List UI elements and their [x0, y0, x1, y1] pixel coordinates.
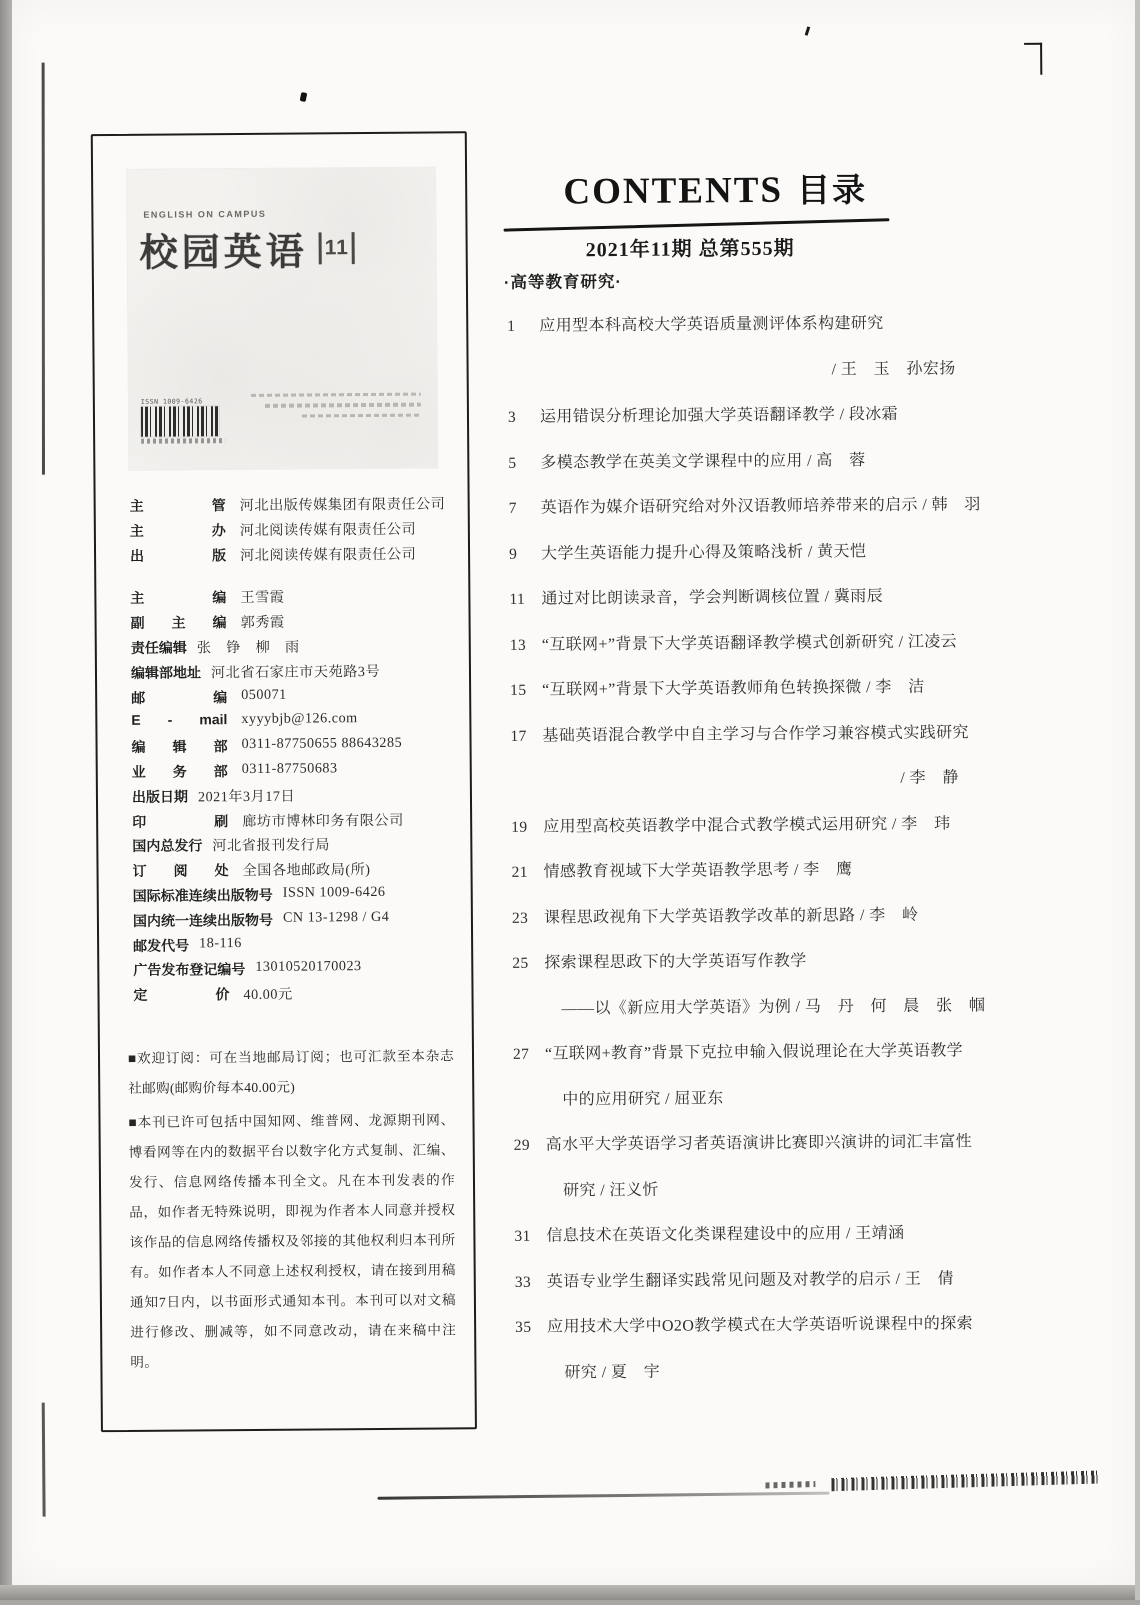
issue-line: 2021年11期 总第555期	[585, 237, 795, 262]
toc-entry-title-line	[501, 309, 981, 358]
section-heading: ·高等教育研究·	[503, 273, 623, 292]
toc-page-number: 25	[512, 954, 529, 972]
info-row	[132, 859, 452, 886]
masthead-info-table	[130, 493, 454, 1009]
toc-entry	[508, 1128, 989, 1223]
toc-entry	[503, 582, 983, 631]
toc-page-number: 1	[507, 317, 516, 335]
toc-entry	[503, 491, 983, 540]
toc-entry-title-line	[507, 1037, 987, 1086]
notice-paragraph: ■本刊已许可包括中国知网、维普网、龙源期刊网、博看网等在内的数据平台以数字化方式复制、汇编、发行、信息网络传播本刊全文。凡在本刊发表的作品，如作者无特殊说明，即视为作者本人同意并授权该作品的信息网络传播权及邻接的其他权利归本刊所有。如作者本人不同意上述权利授权，请在接到用稿通知7日内，以书面形式通知本刊。本刊可以对文稿进行修改、删减等，如不同意改动，请在来稿中注明。	[128, 1112, 457, 1370]
toc-entry-title-line	[509, 1310, 989, 1359]
toc-entry	[501, 309, 982, 404]
info-label: 出版	[130, 546, 227, 564]
toc-entry-title-line	[506, 901, 986, 950]
scan-artifact-streak-bottom	[42, 1403, 45, 1517]
info-value: 张 铮 柳 雨	[196, 639, 300, 657]
toc-entry	[506, 901, 986, 950]
toc-entry-title: 运用错误分析理论加强大学英语翻译教学 / 段冰霜	[539, 405, 899, 426]
badge-bar-left-icon	[319, 232, 322, 264]
info-value: xyyybjb@126.com	[241, 710, 358, 728]
cover-thumbnail	[127, 167, 437, 469]
toc-entry	[509, 1310, 990, 1405]
contents-title-en: CONTENTS	[563, 169, 784, 213]
info-label: 主管	[129, 497, 226, 514]
toc-entry-title: 课程思政视角下大学英语教学改革的新思路 / 李 岭	[543, 906, 919, 927]
info-label: 国内统一连续出版物号	[132, 911, 273, 929]
toc-list	[501, 309, 990, 1405]
scanner-edge-left	[0, 0, 12, 1600]
barcode-number-smudge	[141, 438, 225, 444]
toc-entry-title: 情感教育视域下大学英语教学思考 / 李 鹰	[543, 861, 853, 881]
info-label: 广告发布登记编号	[133, 961, 246, 979]
info-row	[130, 518, 450, 545]
info-value: 18-116	[199, 934, 242, 951]
toc-entry-title: 应用型高校英语教学中混合式教学模式运用研究 / 李 玮	[543, 814, 951, 836]
info-row	[130, 586, 450, 613]
info-row	[133, 883, 453, 910]
toc-entry-title: 应用技术大学中O2O教学模式在大学英语听说课程中的探索	[547, 1315, 974, 1336]
info-row	[132, 809, 452, 836]
toc-entry-authors: / 李 静	[900, 769, 959, 787]
toc-entry-title: 英语作为媒介语研究给对外汉语教师培养带来的启示 / 韩 羽	[540, 496, 981, 517]
toc-entry-title-line	[503, 491, 983, 540]
scan-artifact-dot	[300, 92, 308, 102]
info-row	[131, 660, 451, 687]
info-label: 出版日期	[131, 788, 189, 805]
toc-page-number: 15	[510, 681, 527, 699]
toc-entry-continuation: 中的应用研究 / 屈亚东	[562, 1089, 724, 1109]
toc-page-number: 33	[514, 1273, 532, 1291]
masthead-english: ENGLISH ON CAMPUS	[143, 208, 267, 220]
notices	[128, 1041, 457, 1382]
contents-title-cn: 目录	[796, 173, 868, 210]
toc-entry-title-line	[508, 1128, 988, 1177]
magazine-info-box	[91, 131, 477, 1432]
info-value: 河北阅读传媒有限责任公司	[240, 546, 417, 564]
info-value: 13010520170023	[255, 958, 362, 976]
info-value: 河北省报刊发行局	[212, 837, 330, 855]
toc-entry-continuation: 研究 / 汪义忻	[562, 1181, 659, 1200]
toc-entry-title: 大学生英语能力提升心得及策略浅析 / 黄天恺	[540, 542, 867, 563]
toc-entry-title-line	[506, 946, 986, 995]
toc-entry-title: “互联网+”背景下大学英语教师角色转换探微 / 李 洁	[542, 678, 925, 699]
scan-artifact-smear	[377, 1492, 829, 1500]
toc-page-number: 17	[510, 727, 527, 745]
scan-artifact-noise-text	[765, 1481, 815, 1488]
toc-entry-title-line	[509, 1265, 989, 1314]
info-value: 河北出版传媒集团有限责任公司	[239, 496, 446, 515]
toc-page-number: 23	[511, 909, 529, 927]
info-row	[132, 834, 452, 861]
toc-page-number: 19	[511, 818, 528, 836]
info-value: 0311-87750655 88643285	[241, 734, 403, 753]
info-label: 国内总发行	[132, 837, 203, 855]
toc-entry-title-line	[508, 1219, 988, 1268]
scan-artifact-noise-text	[831, 1471, 1099, 1492]
toc-page-number: 31	[514, 1227, 531, 1245]
toc-page-number: 3	[507, 408, 517, 426]
toc-entry	[505, 855, 985, 904]
info-value: 河北阅读传媒有限责任公司	[239, 521, 417, 539]
toc-entry-title-line	[503, 537, 983, 586]
toc-page-number: 35	[515, 1318, 532, 1336]
toc-entry-title-line	[505, 810, 985, 859]
toc-entry-title-line	[504, 719, 984, 768]
info-row	[133, 983, 453, 1010]
toc-entry	[504, 673, 984, 722]
toc-entry-authors: / 王 玉 孙宏扬	[831, 359, 956, 378]
info-row	[131, 735, 451, 762]
toc-entry	[508, 1219, 988, 1268]
toc-entry	[504, 628, 984, 677]
cover-fineprint-smudge	[251, 392, 421, 425]
info-label: 责任编辑	[130, 639, 187, 656]
toc-entry-title: 信息技术在英语文化类课程建设中的应用 / 王靖涵	[546, 1224, 905, 1245]
info-label: 编辑部地址	[130, 664, 202, 681]
info-row	[131, 710, 451, 737]
toc-entry-title: 通过对比朗读录音，学会判断调核位置 / 冀雨辰	[541, 587, 884, 608]
toc-page-number: 21	[511, 863, 528, 881]
info-value: ISSN 1009-6426	[282, 883, 386, 901]
scan-artifact-tick	[805, 26, 811, 35]
info-value: 郭秀霞	[240, 614, 285, 632]
toc-entry-title-line	[504, 673, 984, 722]
header-rule	[504, 218, 890, 231]
toc-entry	[505, 810, 985, 859]
issue-number: 11	[324, 235, 349, 259]
info-row	[132, 759, 452, 786]
toc-entry	[502, 446, 982, 495]
toc-entry-title: 应用型本科高校大学英语质量测评体系构建研究	[539, 314, 884, 335]
issue-number-badge	[316, 232, 358, 264]
info-label: 副主编	[130, 614, 227, 632]
toc-entry	[502, 400, 982, 449]
toc-entry-title: 高水平大学英语学习者英语演讲比赛即兴演讲的词汇丰富性	[545, 1133, 973, 1154]
info-label: 业务部	[131, 763, 228, 780]
info-label: 印刷	[132, 812, 229, 830]
toc-page-number: 29	[513, 1136, 531, 1154]
toc-entry	[507, 1037, 988, 1132]
toc-entry	[503, 537, 983, 586]
info-label: 国际标准连续出版物号	[132, 886, 273, 904]
badge-bar-right-icon	[352, 232, 355, 264]
toc-page-number: 5	[508, 454, 517, 472]
scanner-edge-bottom	[0, 1585, 1140, 1600]
info-label: 主编	[130, 589, 227, 607]
toc-entry-title: 英语专业学生翻译实践常见问题及对教学的启示 / 王 倩	[546, 1269, 955, 1291]
info-value: 050071	[241, 686, 287, 703]
fineprint-line	[264, 403, 420, 408]
info-value: CN 13-1298 / G4	[282, 908, 390, 926]
info-row	[133, 908, 453, 935]
info-label: 定价	[133, 986, 230, 1004]
barcode	[141, 397, 233, 444]
info-row	[133, 933, 453, 960]
info-value: 廊坊市博林印务有限公司	[242, 812, 404, 830]
info-label: E - mail	[131, 711, 228, 729]
toc-page-number: 27	[512, 1045, 530, 1063]
info-value: 王雪霞	[240, 590, 285, 607]
toc-entry-title: “互联网+”背景下大学英语翻译教学模式创新研究 / 江凌云	[541, 632, 958, 654]
toc-entry-continuation: ——以《新应用大学英语》为例 / 马 丹 何 晨 张 帼	[561, 996, 986, 1018]
toc-entry-title: 探索课程思政下的大学英语写作教学	[544, 952, 807, 972]
toc-entry-title-line	[505, 855, 985, 904]
toc-entry-title: 多模态教学在英美文学课程中的应用 / 高 蓉	[540, 451, 866, 472]
info-row	[130, 493, 450, 520]
info-label: 邮发代号	[133, 936, 190, 954]
info-row	[131, 685, 451, 712]
toc-page-number: 9	[508, 545, 518, 563]
toc-entry-title: “互联网+教育”背景下克拉申输入假说理论在大学英语教学	[544, 1042, 964, 1063]
info-value: 2021年3月17日	[197, 788, 296, 806]
toc-entry-title: 基础英语混合教学中自主学习与合作学习兼容模式实践研究	[542, 723, 969, 745]
toc-entry	[509, 1265, 989, 1314]
info-value: 河北省石家庄市天苑路3号	[210, 663, 381, 682]
toc-page-number: 11	[509, 590, 526, 608]
info-row	[131, 635, 451, 662]
toc-entry-title-line	[502, 446, 982, 495]
toc-entry-title-line	[503, 582, 983, 631]
fineprint-line	[251, 392, 421, 397]
info-label: 编辑部	[131, 738, 228, 756]
info-label: 主办	[129, 521, 226, 539]
toc-entry-title-line	[502, 400, 982, 449]
scanner-edge-right	[1135, 0, 1140, 1600]
fineprint-line	[302, 413, 421, 417]
info-row	[130, 543, 450, 570]
toc-entry-title-line	[504, 628, 984, 677]
info-value: 40.00元	[243, 986, 293, 1004]
barcode-bars-icon	[141, 406, 219, 437]
info-label: 邮编	[131, 688, 228, 706]
info-row	[133, 958, 453, 985]
masthead-title-row	[139, 220, 358, 277]
toc-header-title	[500, 164, 930, 214]
info-value: 0311-87750683	[241, 760, 338, 777]
masthead-chinese: 校园英语	[139, 231, 308, 275]
notice-paragraph: ■欢迎订阅：可在当地邮局订阅；也可汇款至本杂志社邮购(邮购价每本40.00元)	[127, 1048, 455, 1096]
info-row	[132, 784, 452, 811]
scan-artifact-corner-mark	[1024, 43, 1042, 75]
toc-entry	[504, 719, 985, 814]
scan-artifact-streak-top	[42, 63, 45, 475]
info-row	[131, 611, 451, 638]
toc-page-number: 7	[508, 499, 517, 517]
info-label: 订阅处	[132, 862, 229, 880]
barcode-label: ISSN 1009-6426	[140, 397, 203, 406]
toc-page-number: 13	[509, 636, 527, 654]
toc-entry-continuation: 研究 / 夏 宇	[564, 1363, 661, 1382]
toc-entry	[506, 946, 987, 1041]
info-value: 全国各地邮政局(所)	[242, 862, 371, 880]
